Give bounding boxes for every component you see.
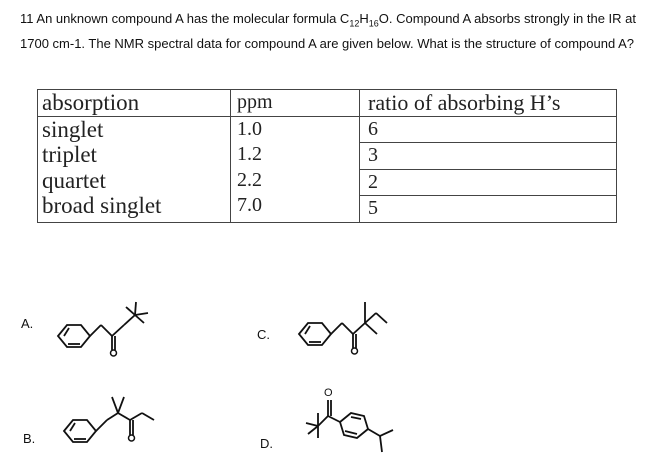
absorption-quartet: quartet: [42, 167, 106, 193]
question-text-before: An unknown compound A has the molecular formula C: [36, 11, 350, 26]
header-ratio: ratio of absorbing H’s: [360, 90, 617, 117]
absorption-column: [38, 116, 231, 222]
oxygen-atom-d: O: [324, 387, 333, 399]
hydrogen-count: 16: [368, 18, 379, 29]
hydrogen-symbol: H: [359, 11, 369, 26]
nmr-data-table: [37, 89, 617, 223]
option-b-label: B.: [23, 431, 36, 446]
ppm-value: 2.2: [237, 168, 262, 191]
ratio-column: [360, 116, 617, 222]
absorption-broad-singlet: broad singlet: [42, 193, 162, 218]
header-absorption: absorption: [38, 90, 231, 117]
carbon-count: 12: [349, 18, 360, 29]
table-body-row: [38, 116, 617, 222]
option-d-label: D.: [260, 436, 273, 451]
header-ppm: ppm: [231, 90, 360, 117]
question-text-after: O. Compound A absorbs strongly in the IR at 1700 cm-1. The NMR spectral data for compound A are given below. What is the structure of compound A?: [20, 11, 636, 52]
structure-b-image: [50, 385, 180, 460]
option-c-label: C.: [257, 327, 270, 342]
absorption-triplet: triplet: [42, 142, 97, 167]
structure-d-image: [300, 378, 425, 468]
question-number: 11: [20, 11, 34, 26]
table-header-row: [38, 90, 617, 117]
ratio-value: 3: [360, 143, 616, 170]
ratio-value: 2: [360, 170, 616, 197]
ppm-value: 7.0: [237, 194, 262, 216]
structure-a-image: [40, 290, 170, 360]
ratio-value: 6: [360, 117, 616, 144]
question-text: [20, 9, 650, 54]
ppm-value: 1.2: [237, 143, 262, 165]
ratio-value: 5: [368, 197, 378, 219]
option-a-label: A.: [21, 316, 34, 331]
ppm-column: [231, 116, 360, 222]
ppm-value: 1.0: [237, 117, 262, 140]
structure-c-image: [285, 288, 415, 358]
absorption-singlet: singlet: [42, 116, 104, 142]
